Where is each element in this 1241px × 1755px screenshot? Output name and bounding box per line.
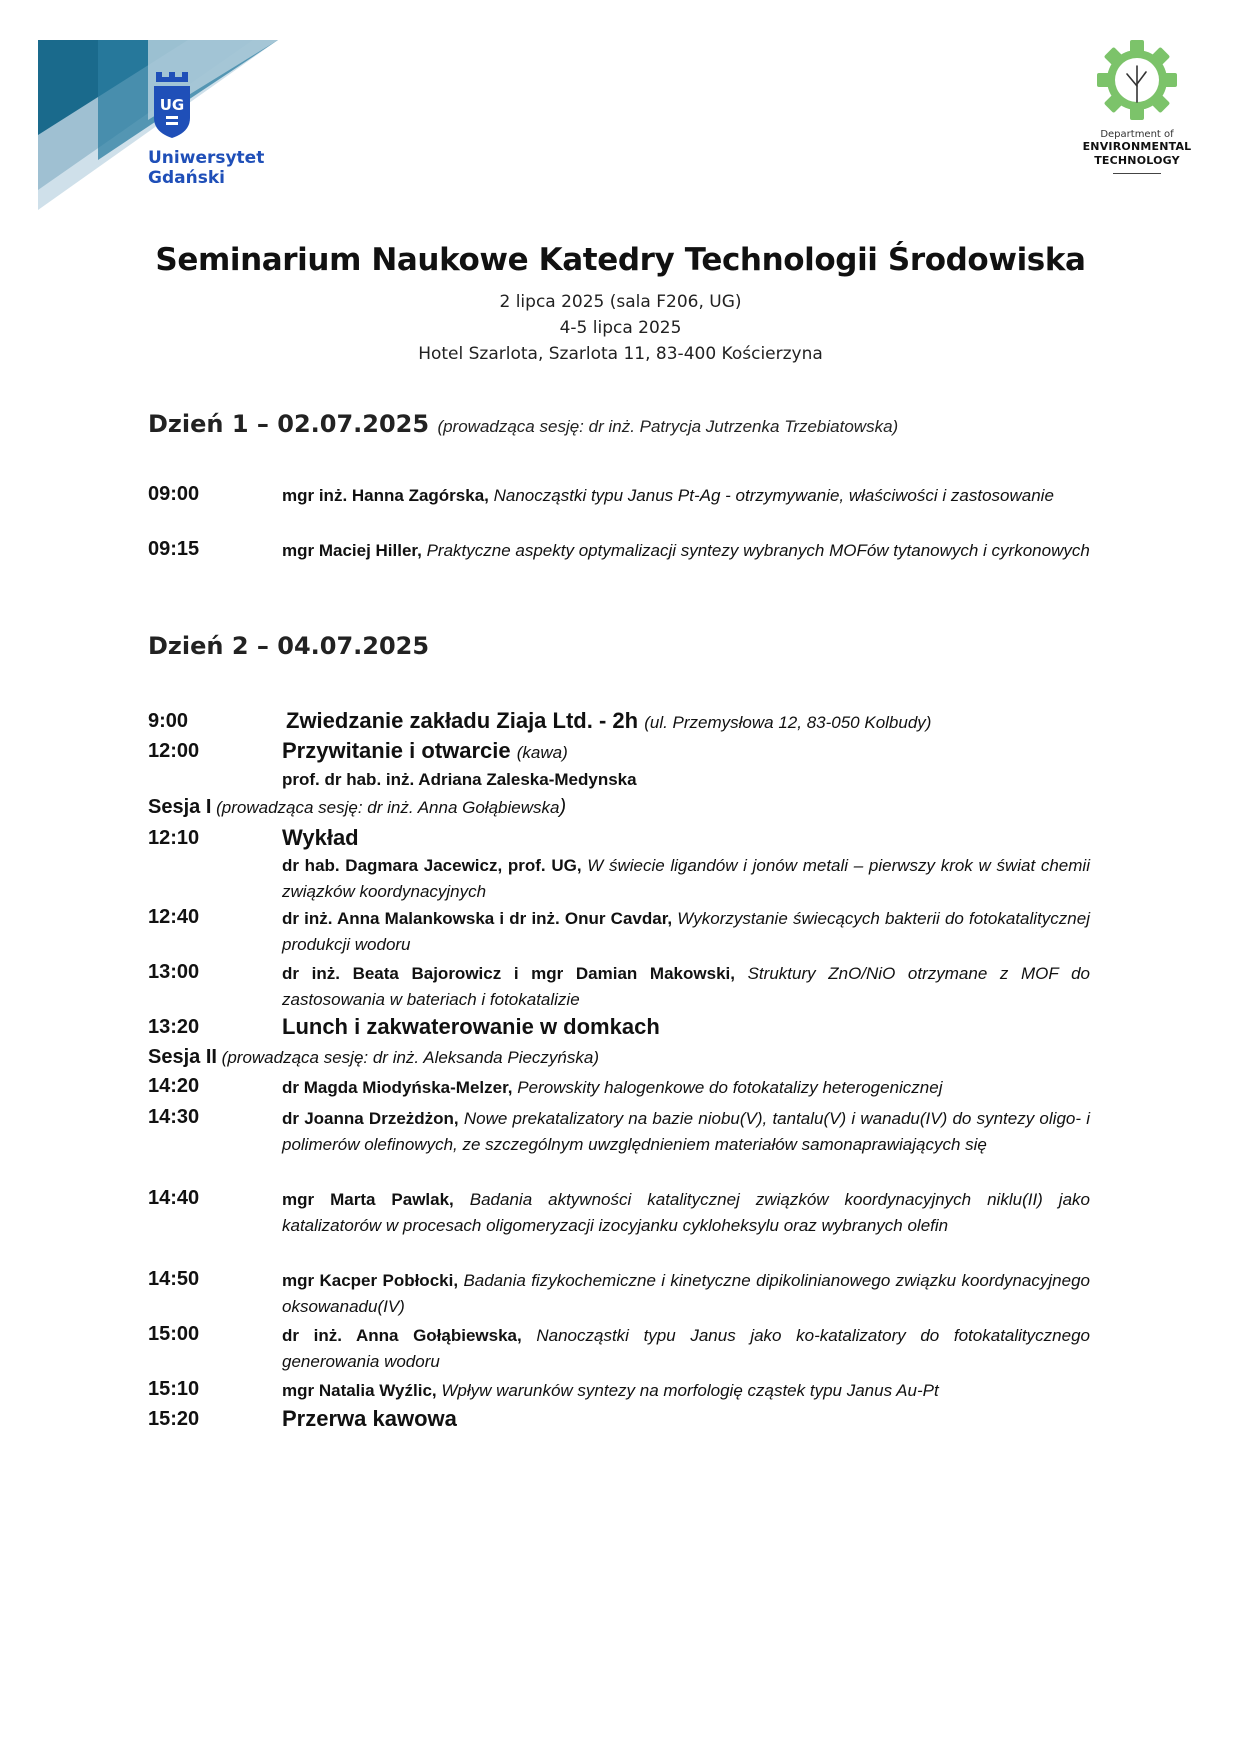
session1-name: Sesja I xyxy=(148,796,212,818)
s2-talk3-time: 14:40 xyxy=(148,1187,200,1209)
university-name-line1: Uniwersytet xyxy=(148,148,265,168)
visit-address: (ul. Przemysłowa 12, 83-050 Kolbudy) xyxy=(644,713,932,732)
speaker: mgr inż. Hanna Zagórska, xyxy=(282,486,489,505)
lunch-time: 13:20 xyxy=(148,1016,200,1038)
welcome-time: 12:00 xyxy=(148,740,200,762)
speaker: dr inż. Anna Malankowska i dr inż. Onur Cavdar, xyxy=(282,909,673,928)
department-name-line2: TECHNOLOGY xyxy=(1094,154,1180,167)
subtitle-venue: Hotel Szarlota, Szarlota 11, 83-400 Kościerzyna xyxy=(418,344,823,364)
talk-title: Nowe prekatalizatory na bazie niobu(V), tantalu(V) i wanadu(IV) do syntezy oligo- i polimerów olefinowych, ze szczególnym uwzględnieniem materiałów samonaprawiających się xyxy=(282,1109,1090,1154)
break-time: 15:20 xyxy=(148,1408,200,1430)
department-divider xyxy=(1113,173,1161,174)
day1-title: Dzień 1 – 02.07.2025 xyxy=(148,410,430,438)
university-logo xyxy=(148,72,268,188)
s2-talk3 xyxy=(282,1187,1090,1239)
lunch-label: Lunch i zakwaterowanie w domkach xyxy=(282,1014,660,1039)
visit-item xyxy=(286,708,931,734)
s2-talk2 xyxy=(282,1106,1090,1158)
day1-talk2-time: 09:15 xyxy=(148,538,200,560)
day1-heading xyxy=(148,410,898,438)
s2-talk6-time: 15:10 xyxy=(148,1378,200,1400)
subtitle-date-2: 4-5 lipca 2025 xyxy=(559,318,682,338)
welcome-person: prof. dr hab. inż. Adriana Zaleska-Medynska xyxy=(282,770,637,789)
speaker: dr inż. Anna Gołąbiewska, xyxy=(282,1326,522,1345)
lecture-time: 12:10 xyxy=(148,827,200,849)
session1-chair-close: ) xyxy=(559,796,567,818)
s2-talk1-time: 14:20 xyxy=(148,1075,200,1097)
talk-title: Badania fizykochemiczne i kinetyczne dipikolinianowego związku koordynacyjnego oksowanadu(IV) xyxy=(282,1271,1091,1316)
break-label: Przerwa kawowa xyxy=(282,1406,457,1431)
speaker: mgr Natalia Wyźlic, xyxy=(282,1381,437,1400)
s2-talk5 xyxy=(282,1323,1090,1375)
lecture-label: Wykład xyxy=(282,825,359,850)
talk-title: Nanocząstki typu Janus jako ko-katalizatory do fotokatalitycznego generowania wodoru xyxy=(282,1326,1090,1371)
talk-title: Struktury ZnO/NiO otrzymane z MOF do zastosowania w bateriach i fotokatalizie xyxy=(282,964,1090,1009)
s1-talk2-time: 13:00 xyxy=(148,961,200,983)
department-logo xyxy=(1072,38,1202,174)
s1-talk2 xyxy=(282,961,1090,1013)
session1-heading xyxy=(148,796,566,819)
speaker: dr hab. Dagmara Jacewicz, prof. UG, xyxy=(282,856,582,875)
department-name-line1: ENVIRONMENTAL xyxy=(1082,140,1192,153)
speaker: mgr Marta Pawlak, xyxy=(282,1190,454,1209)
university-name xyxy=(148,148,268,188)
s1-talk1 xyxy=(282,906,1090,958)
talk-title: W świecie ligandów i jonów metali – pierwszy krok w świat chemii związków koordynacyjnych xyxy=(282,856,1090,901)
speaker: dr Magda Miodyńska-Melzer, xyxy=(282,1078,513,1097)
talk-title: Praktyczne aspekty optymalizacji syntezy wybranych MOFów tytanowych i cyrkonowych xyxy=(426,541,1090,560)
session2-name: Sesja II xyxy=(148,1046,217,1068)
talk-title: Badania aktywności katalitycznej związków koordynacyjnych niklu(II) jako katalizatorów w procesach oligomeryzacji izocyjanku cykloheksylu oraz wybranych olefin xyxy=(282,1190,1090,1235)
s2-talk2-time: 14:30 xyxy=(148,1106,200,1128)
talk-title: Wpływ warunków syntezy na morfologię cząstek typu Janus Au-Pt xyxy=(441,1381,939,1400)
svg-text:UG: UG xyxy=(159,96,185,114)
university-name-line2: Gdański xyxy=(148,168,225,188)
session2-heading xyxy=(148,1046,599,1069)
speaker: dr Joanna Drzeżdżon, xyxy=(282,1109,459,1128)
day1-talk1-time: 09:00 xyxy=(148,483,200,505)
speaker: dr inż. Beata Bajorowicz i mgr Damian Makowski, xyxy=(282,964,735,983)
s2-talk4 xyxy=(282,1268,1090,1320)
s1-talk1-time: 12:40 xyxy=(148,906,200,928)
page-title: Seminarium Naukowe Katedry Technologii Środowiska xyxy=(155,242,1086,278)
welcome-label: Przywitanie i otwarcie xyxy=(282,738,511,763)
day2-title: Dzień 2 – 04.07.2025 xyxy=(148,632,430,660)
talk-title: Wykorzystanie świecących bakterii do fotokatalitycznej produkcji wodoru xyxy=(282,909,1090,954)
subtitle-date-1: 2 lipca 2025 (sala F206, UG) xyxy=(499,292,742,312)
talk-title: Nanocząstki typu Janus Pt-Ag - otrzymywanie, właściwości i zastosowanie xyxy=(493,486,1054,505)
welcome-note: (kawa) xyxy=(516,743,568,762)
s2-talk6 xyxy=(282,1378,1090,1404)
s2-talk1 xyxy=(282,1075,1090,1101)
talk-title: Perowskity halogenkowe do fotokatalizy heterogenicznej xyxy=(517,1078,943,1097)
visit-label: Zwiedzanie zakładu Ziaja Ltd. - 2h xyxy=(286,708,639,733)
session1-chair: (prowadząca sesję: dr inż. Anna Gołąbiewska xyxy=(216,798,560,817)
s2-talk4-time: 14:50 xyxy=(148,1268,200,1290)
speaker: mgr Kacper Pobłocki, xyxy=(282,1271,459,1290)
day1-talk1 xyxy=(282,483,1090,509)
day1-chair: (prowadząca sesję: dr inż. Patrycja Jutrzenka Trzebiatowska) xyxy=(437,417,899,436)
s2-talk5-time: 15:00 xyxy=(148,1323,200,1345)
department-small-label: Department of xyxy=(1100,129,1174,140)
day1-talk2 xyxy=(282,538,1090,564)
day2-heading xyxy=(148,632,429,660)
speaker: mgr Maciej Hiller, xyxy=(282,541,422,560)
gear-tree-icon xyxy=(1097,38,1177,122)
session2-chair: (prowadząca sesję: dr inż. Aleksanda Pieczyńska) xyxy=(221,1048,599,1067)
lecture-entry xyxy=(282,853,1090,905)
visit-time: 9:00 xyxy=(148,710,189,732)
welcome-item xyxy=(282,738,568,764)
shield-icon xyxy=(152,72,192,140)
